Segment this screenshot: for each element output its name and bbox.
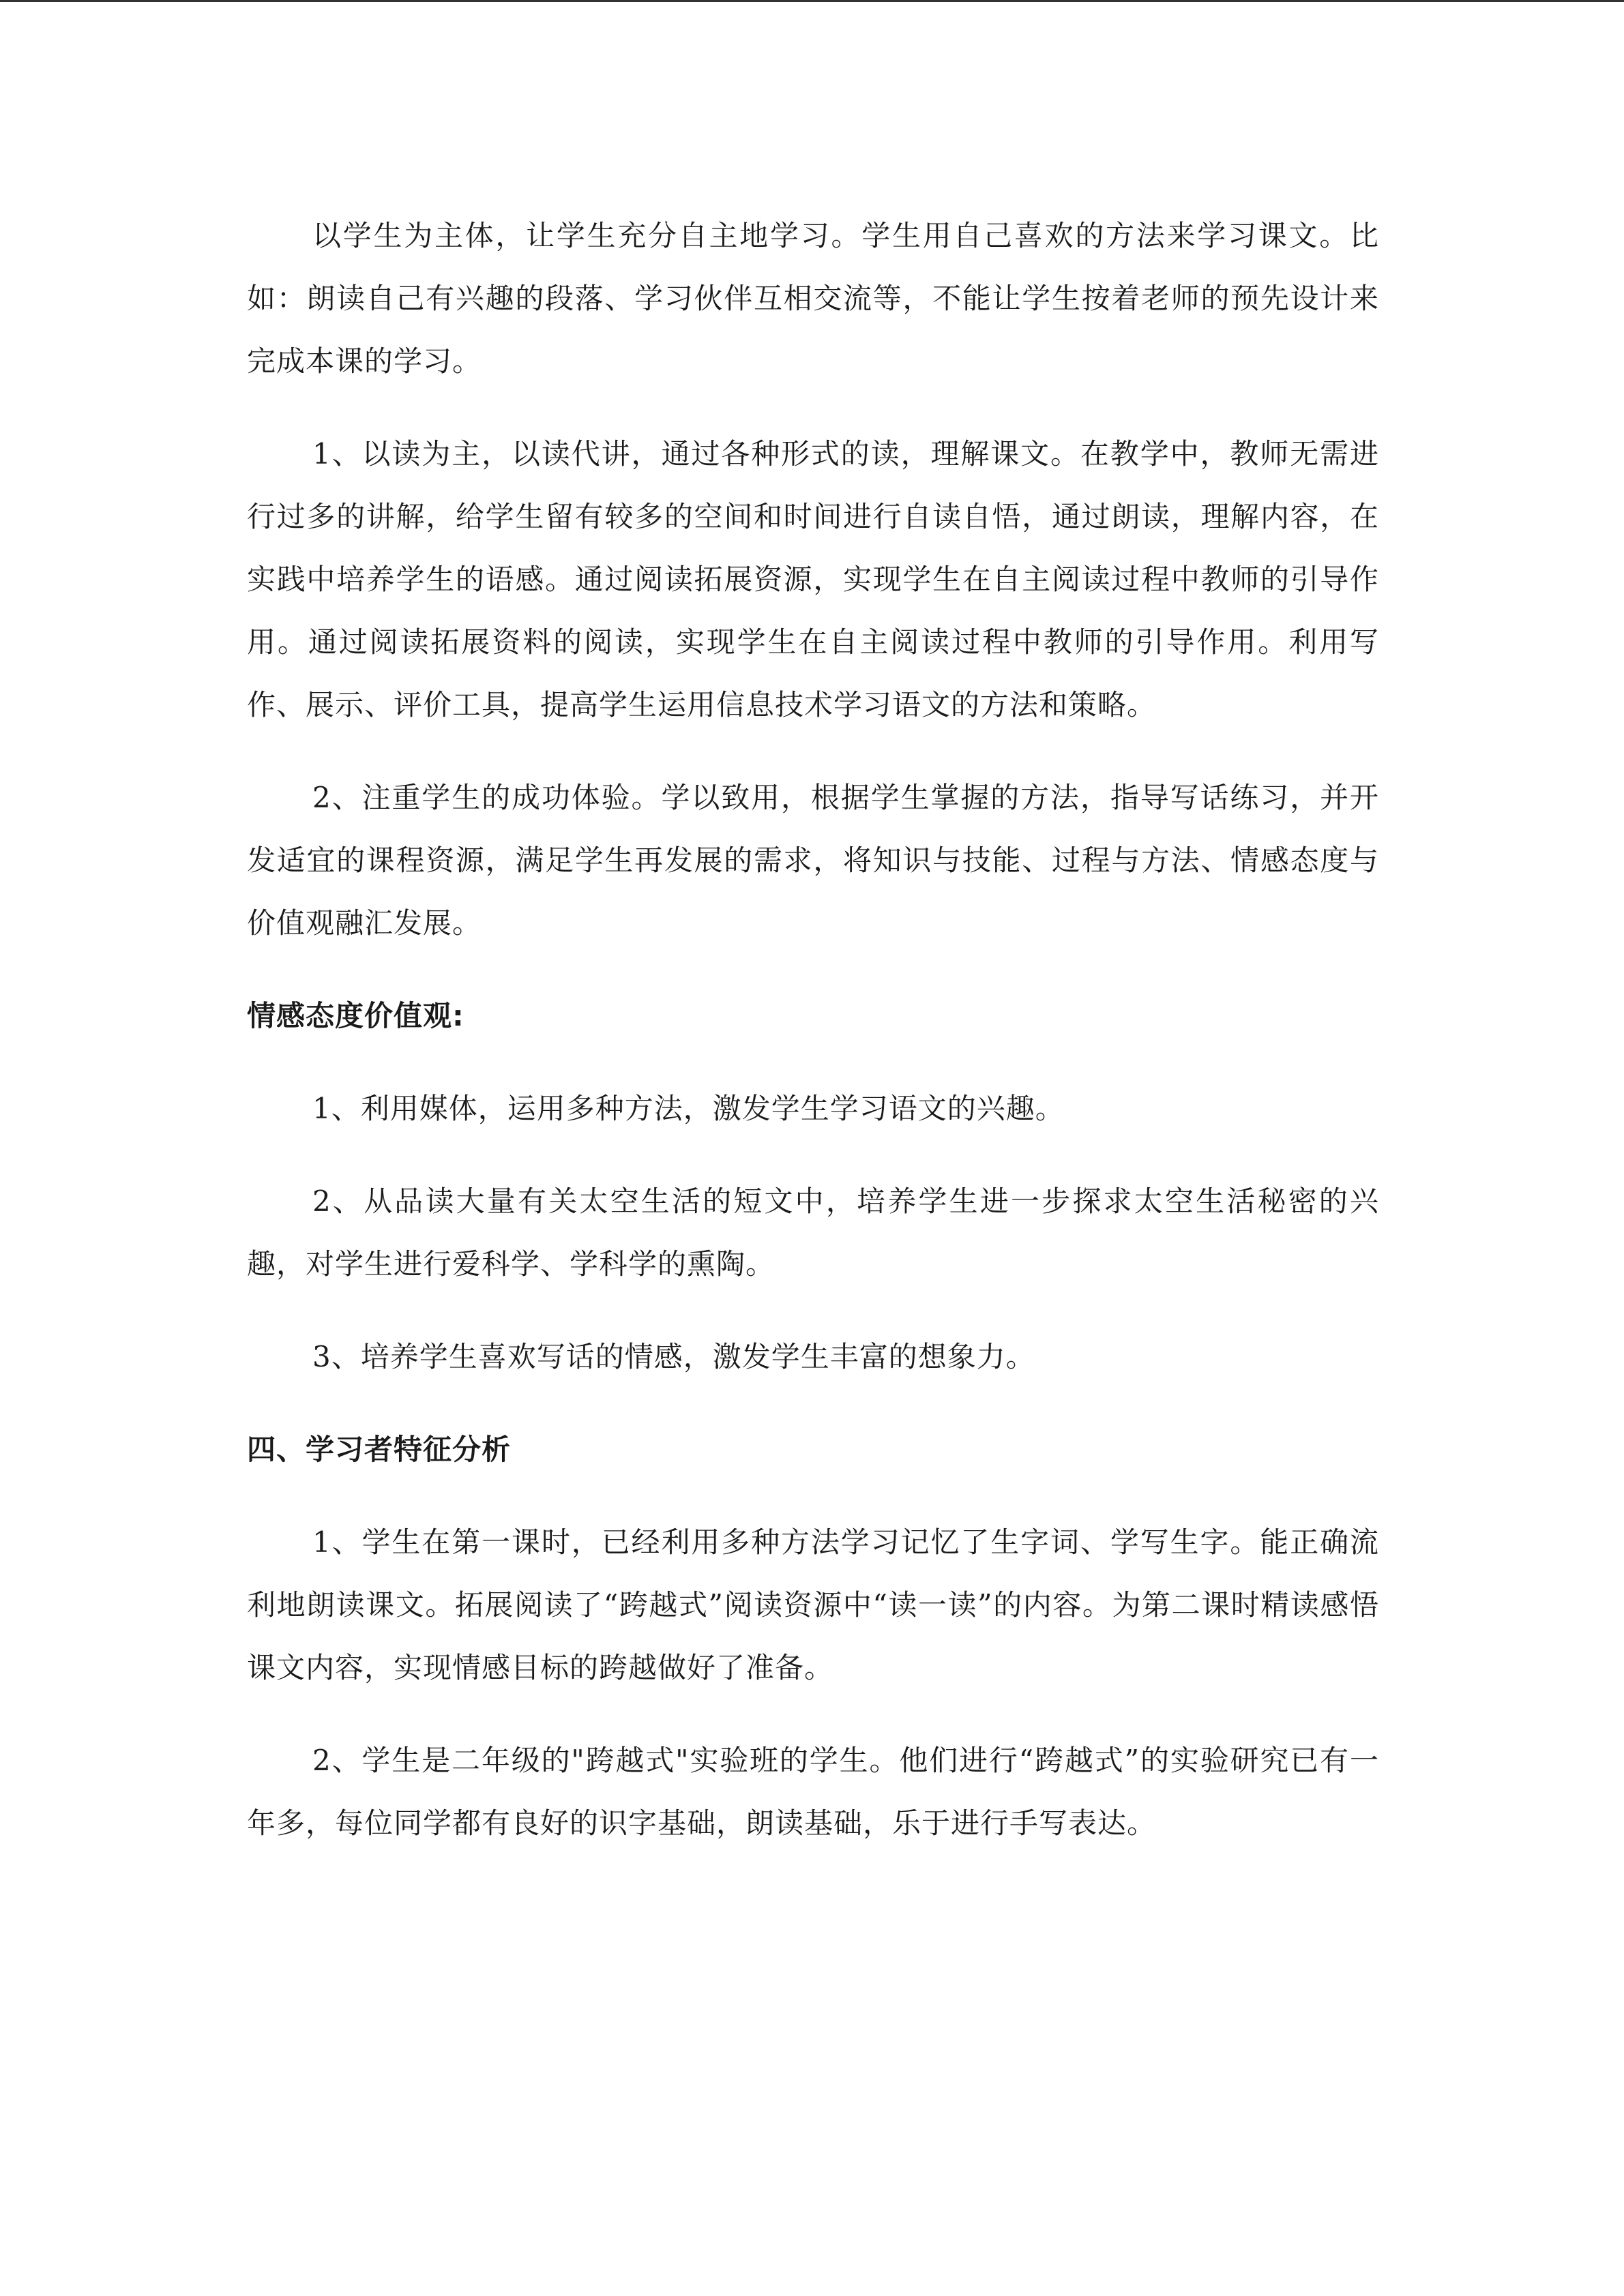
paragraph-space-life: 2、从品读大量有关太空生活的短文中，培养学生进一步探求太空生活秘密的兴趣，对学生进行爱科学、学科学的熏陶。 (247, 1184, 1379, 1281)
paragraph-success-experience: 2、注重学生的成功体验。学以致用，根据学生掌握的方法，指导写话练习，并开发适宜的课程资源，满足学生再发展的需求，将知识与技能、过程与方法、情感态度与价值观融汇发展。 (247, 781, 1379, 940)
paragraph-student-autonomy: 以学生为主体，让学生充分自主地学习。学生用自己喜欢的方法来学习课文。比如：朗读自己有兴趣的段落、学习伙伴互相交流等，不能让学生按着老师的预先设计来完成本课的学习。 (247, 219, 1379, 378)
paragraph-media-interest: 1、利用媒体，运用多种方法，激发学生学习语文的兴趣。 (312, 1092, 1065, 1125)
paragraph-first-lesson: 1、学生在第一课时，已经利用多种方法学习记忆了生字词、学写生字。能正确流利地朗读课文。拓展阅读了“跨越式”阅读资源中“读一读”的内容。为第二课时精读感悟课文内容，实现情感目标的跨越做好了准备。 (247, 1525, 1379, 1684)
paragraph-experimental-class: 2、学生是二年级的"跨越式"实验班的学生。他们进行“跨越式”的实验研究已有一年多，每位同学都有良好的识字基础，朗读基础，乐于进行手写表达。 (247, 1744, 1379, 1840)
paragraph-reading-focus: 1、以读为主，以读代讲，通过各种形式的读，理解课文。在教学中，教师无需进行过多的讲解，给学生留有较多的空间和时间进行自读自悟，通过朗读，理解内容，在实践中培养学生的语感。通过阅读拓展资源，实现学生在自主阅读过程中教师的引导作用。通过阅读拓展资料的阅读，实现学生在自主阅读过程中教师的引导作用。利用写作、展示、评价工具，提高学生运用信息技术学习语文的方法和策略。 (247, 437, 1379, 721)
top-border-line (0, 0, 1624, 2)
heading-learner-analysis: 四、学习者特征分析 (247, 1433, 512, 1466)
paragraph-writing-emotion: 3、培养学生喜欢写话的情感，激发学生丰富的想象力。 (312, 1340, 1035, 1373)
document-page (247, 205, 1379, 1855)
heading-emotional-values: 情感态度价值观: (247, 999, 464, 1032)
